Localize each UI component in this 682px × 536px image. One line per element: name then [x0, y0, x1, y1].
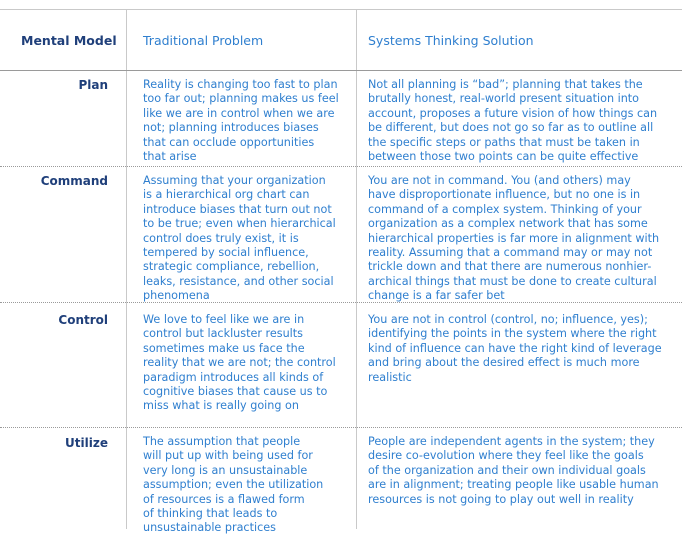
row-label-command: Command: [40, 174, 108, 188]
row-divider: [0, 427, 682, 428]
cell-utilize-systems: People are independent agents in the system; they desire co-evolution where they feel like the goals of the organization and their own individual goals are in alignment; treating people like usable human resources is not going to play out well in reality: [368, 435, 659, 506]
row-label-utilize: Utilize: [65, 436, 108, 450]
row-divider: [0, 302, 682, 303]
header-divider: [0, 70, 682, 71]
cell-plan-systems: Not all planning is “bad”; planning that takes the brutally honest, real-world present situation into account, proposes a future vision of how things can be different, but does not go so far as to outline all the specific steps or paths that must be taken in between those two points can be quite effective: [368, 78, 658, 164]
cell-utilize-traditional: The assumption that people will put up with being used for very long is an unsustainable assumption; even the utilization of resources is a flawed form of thinking that leads to unsustainable practices: [143, 435, 324, 535]
column-divider: [126, 9, 127, 529]
cell-command-systems: You are not in command. You (and others) may have disproportionate influence, but no one is in command of a complex system. Thinking of your organization as a complex network that has some hierarchical properties is far more in alignment with reality. Assuming that a command may or may not trickle down and that there are numerous nonhier- archical things that must be done to create cultural change is a far safer bet: [368, 174, 660, 303]
header-mental-model: Mental Model: [21, 33, 117, 48]
row-label-control: Control: [58, 313, 108, 327]
row-label-plan: Plan: [78, 78, 108, 92]
header-systems-thinking-solution: Systems Thinking Solution: [368, 33, 534, 48]
cell-control-traditional: We love to feel like we are in control but lackluster results sometimes make us face the reality that we are not; the control paradigm introduces all kinds of cognitive biases that cause us to miss what is really going on: [143, 313, 336, 413]
row-divider: [0, 166, 682, 167]
header-traditional-problem: Traditional Problem: [143, 33, 264, 48]
cell-plan-traditional: Reality is changing too fast to plan too far out; planning makes us feel like we are in control when we are not; planning introduces biases that can occlude opportunities that arise: [143, 78, 339, 164]
table-top-border: [0, 9, 682, 10]
cell-control-systems: You are not in control (control, no; influence, yes); identifying the points in the system where the right kind of influence can have the right kind of leverage and bring about the desired effect is much more realistic: [368, 313, 662, 384]
cell-command-traditional: Assuming that your organization is a hierarchical org chart can introduce biases that turn out not to be true; even when hierarchical control does truly exist, it is tempered by social influence, strategic compliance, rebellion, leaks, resistance, and other social phenomena: [143, 174, 336, 303]
